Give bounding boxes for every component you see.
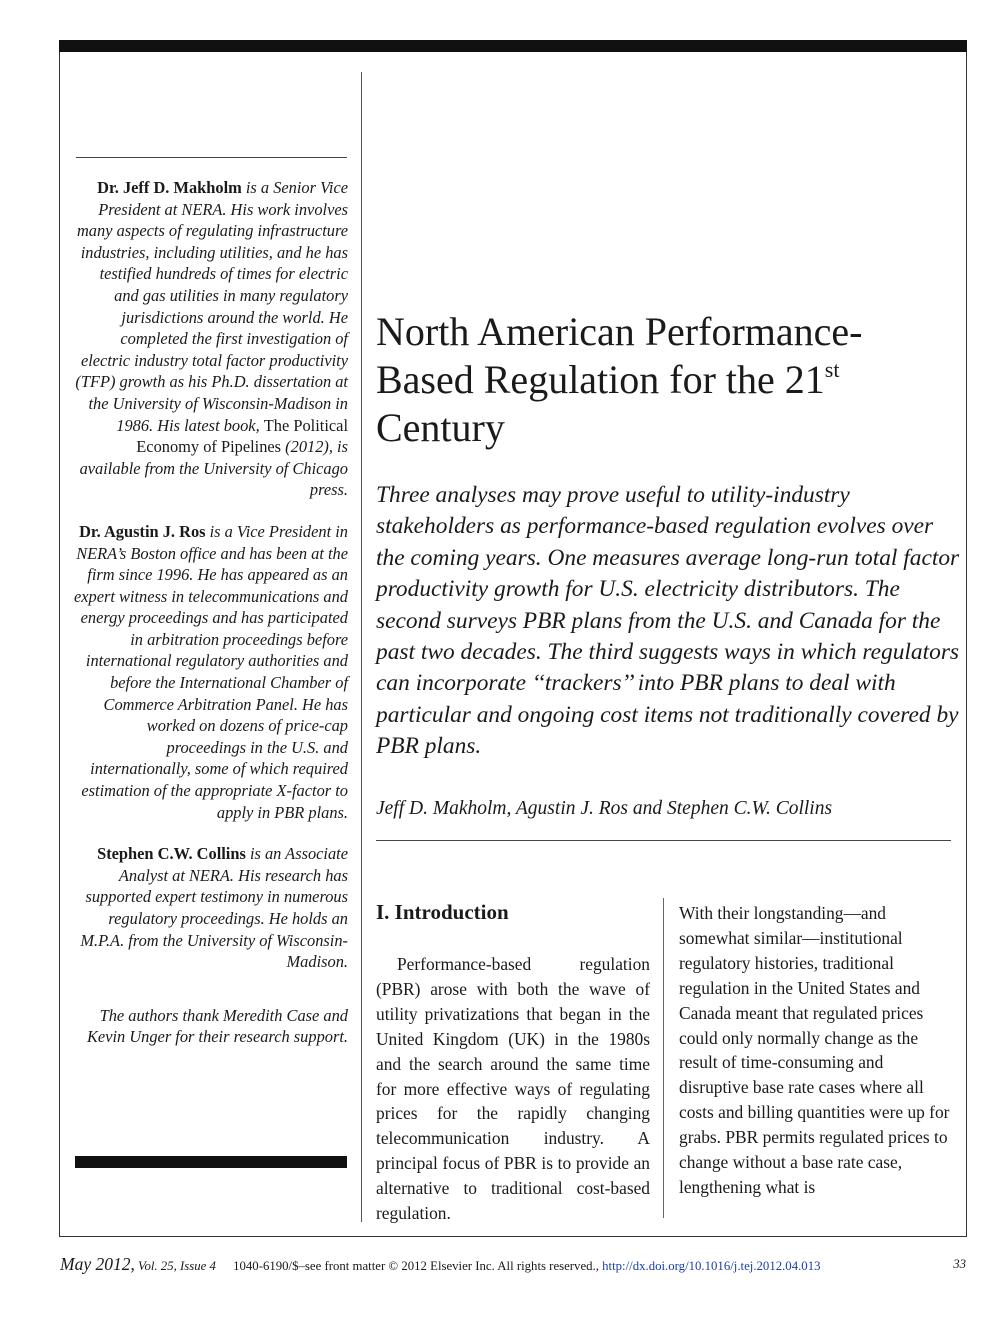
sidebar-divider [361,72,362,1222]
author-bio [72,521,348,823]
author-bio-text: is a Vice President in NERA’s Boston office and has been at the firm since 1996. He has appeared as an expert witness in telecommunications and energy proceedings and has participated in arbitration proceedings before international regulatory authorities and before the International Chamber of Commerce Arbitration Panel. He has worked on dozens of price-cap proceedings in the U.S. and internationally, some of which required estimation of the appropriate X-factor to apply in PBR plans. [73,521,348,822]
author-byline: Jeff D. Makholm, Agustin J. Ros and Stephen C.W. Collins [376,798,833,819]
byline-rule [376,840,951,841]
page-number: 33 [953,1257,966,1271]
volume-issue: Vol. 25, Issue 4 [134,1259,216,1273]
section-heading: I. Introduction [376,900,509,924]
title-end: Century [376,405,505,450]
copyright-notice: 1040-6190/$–see front matter © 2012 Elsevier Inc. All rights reserved., [233,1259,599,1273]
body-paragraph: With their longstanding—and somewhat similar—institutional regulatory histories, traditional regulation in the United States and Canada meant that regulated prices could only normally change as the result of time-consuming and disruptive base rate cases where all costs and billing quantities were up for grabs. PBR permits regulated prices to change without a base rate case, lengthening what is [679,903,950,1197]
author-name: Stephen C.W. Collins [97,844,246,864]
author-bios-sidebar [72,177,348,1048]
column-divider [663,898,664,1218]
abstract: Three analyses may prove useful to utility-industry stakeholders as performance-based regulation evolves over the coming years. One measures average long-run total factor productivity growth for U.S. electricity distributors. The second surveys PBR plans from the U.S. and Canada for the past two decades. The third suggests ways in which regulators can incorporate ‘‘trackers’’ into PBR plans to deal with particular and ongoing cost items not traditionally covered by PBR plans. [376,482,960,760]
body-column-right [679,901,952,1200]
article-title [376,308,956,452]
book-title: The Political Economy of Pipelines [136,415,348,457]
header-bar [59,40,967,52]
author-bio-text: is a Senior Vice President at NERA. His work involves many aspects of regulating infrastructure industries, including utilities, and he has testified hundreds of times for electric and gas utilities in many regulatory jurisdictions around the world. He completed the first investigation of electric industry total factor productivity (TFP) growth as his Ph.D. dissertation at the University of Wisconsin-Madison in 1986. His latest book, [75,178,348,435]
body-column-left [376,898,650,1226]
body-paragraph: Performance-based regulation (PBR) arose with both the wave of utility privatizations that began in the United Kingdom (UK) in the 1980s and the search around the same time for more effective ways of regulating prices for the rapidly changing telecommunication industry. A principal focus of PBR is to provide an alternative to traditional cost-based regulation. [376,954,650,1224]
author-name: Dr. Jeff D. Makholm [97,178,242,197]
acknowledgment: The authors thank Meredith Case and Kevin Unger for their research support. [86,1005,348,1047]
title-superscript: st [824,357,840,382]
sidebar-bottom-bar [75,1156,347,1168]
title-main: North American Performance-Based Regulation for the 21 [376,309,863,402]
issue-date: May 2012, [60,1254,135,1274]
sidebar-top-rule [76,157,347,158]
doi-link[interactable]: http://dx.doi.org/10.1016/j.tej.2012.04.013 [602,1259,821,1273]
author-bio-text-end: (2012), is available from the University of Chicago press. [79,437,348,500]
author-bio [72,177,348,501]
author-bio [72,843,348,973]
author-name: Dr. Agustin J. Ros [79,521,206,541]
author-bio-text: is an Associate Analyst at NERA. His research has supported expert testimony in numerous regulatory proceedings. He holds an M.P.A. from the University of Wisconsin-Madison. [80,844,348,972]
page-footer [60,1254,966,1276]
